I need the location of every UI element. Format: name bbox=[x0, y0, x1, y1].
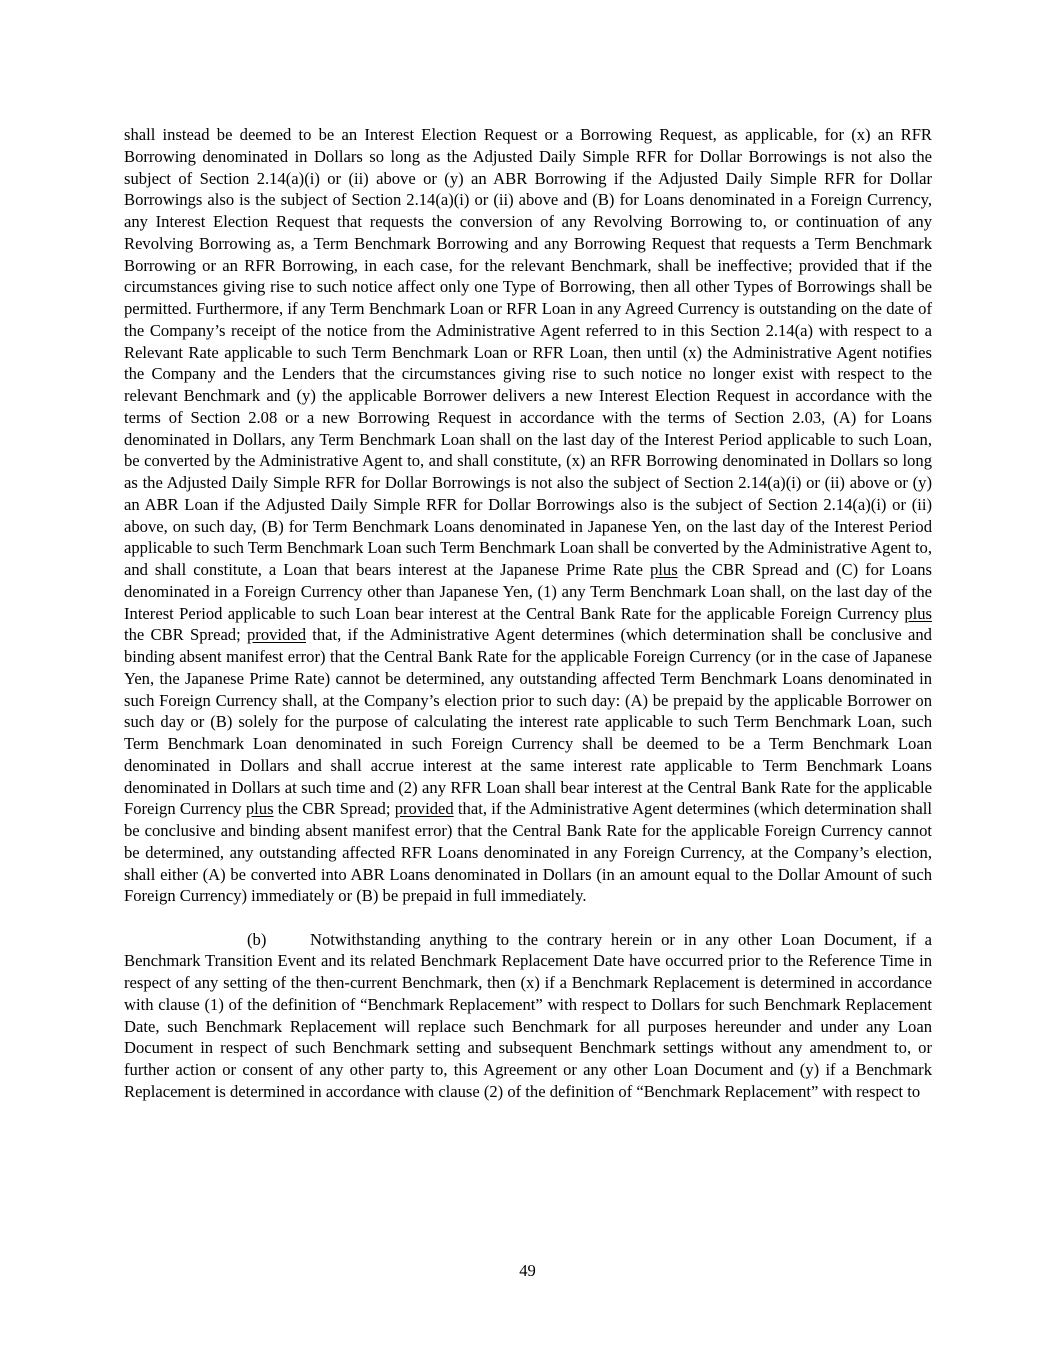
document-page bbox=[124, 124, 932, 1103]
paragraph-2-14-b bbox=[124, 929, 932, 1103]
text-segment: shall instead be deemed to be an Interest Election Request or a Borrowing Request, as applicable, for (x) an RFR Borrowing denominated in Dollars so long as the Adjusted Daily Simple RFR for Dollar Borrowings is not also the subject of Section 2.14(a)(i) or (ii) above or (y) an ABR Borrowing if the Adjusted Daily Simple RFR for Dollar Borrowings also is the subject of Section 2.14(a)(i) or (ii) above and (B) for Loans denominated in a Foreign Currency, any Interest Election Request that requests the conversion of any Revolving Borrowing to, or continuation of any Revolving Borrowing as, a Term Benchmark Borrowing and any Borrowing Request that requests a Term Benchmark Borrowing or an RFR Borrowing, in each case, for the relevant Benchmark, shall be ineffective; provided that if the circumstances giving rise to such notice affect only one Type of Borrowing, then all other Types of Borrowings shall be permitted. Furthermore, if any Term Benchmark Loan or RFR Loan in any Agreed Currency is outstanding on the date of the Company’s receipt of the notice from the Administrative Agent referred to in this Section 2.14(a) with respect to a Relevant Rate applicable to such Term Benchmark Loan or RFR Loan, then until (x) the Administrative Agent notifies the Company and the Lenders that the circumstances giving rise to such notice no longer exist with respect to the relevant Benchmark and (y) the applicable Borrower delivers a new Interest Election Request in accordance with the terms of Section 2.08 or a new Borrowing Request in accordance with the terms of Section 2.03, (A) for Loans denominated in Dollars, any Term Benchmark Loan shall on the last day of the Interest Period applicable to such Loan, be converted by the Administrative Agent to, and shall constitute, (x) an RFR Borrowing denominated in Dollars so long as the Adjusted Daily Simple RFR for Dollar Borrowings is not also the subject of Section 2.14(a)(i) or (ii) above or (y) an ABR Loan if the Adjusted Daily Simple RFR for Dollar Borrowings also is the subject of Section 2.14(a)(i) or (ii) above, on such day, (B) for Term Benchmark Loans denominated in Japanese Yen, on the last day of the Interest Period applicable to such Term Benchmark Loan such Term Benchmark Loan shall be converted by the Administrative Agent to, and shall constitute, a Loan that bears interest at the Japanese Prime Rate bbox=[124, 125, 932, 579]
text-segment: the CBR Spread and (C) for Loans denominated in a Foreign Currency other than Japanese Yen, (1) any Term Benchmark Loan shall, on the last day of the Interest Period applicable to such Loan bear interest at the Central Bank Rate for the applicable Foreign Currency bbox=[124, 560, 932, 623]
clause-label: (b) bbox=[247, 929, 267, 949]
underlined-term-provided: provided bbox=[394, 799, 454, 819]
paragraph-2-14-a-continuation bbox=[124, 124, 932, 907]
text-segment: the CBR Spread; bbox=[124, 625, 247, 645]
page-number: 49 bbox=[519, 1261, 536, 1280]
paragraph-text: Notwithstanding anything to the contrary herein or in any other Loan Document, if a Benchmark Transition Event and its related Benchmark Replacement Date have occurred prior to the Reference Time in respect of any setting of the then-current Benchmark, then (x) if a Benchmark Replacement is determined in accordance with clause (1) of the definition of “Benchmark Replacement” with respect to Dollars for such Benchmark Replacement Date, such Benchmark Replacement will replace such Benchmark for all purposes hereunder and under any Loan Document in respect of such Benchmark setting and subsequent Benchmark settings without any amendment to, or further action or consent of any other party to, this Agreement or any other Loan Document and (y) if a Benchmark Replacement is determined in accordance with clause (2) of the definition of “Benchmark Replacement” with respect to bbox=[124, 929, 932, 1101]
underlined-term-provided: provided bbox=[247, 625, 306, 645]
underlined-term-plus: plus bbox=[650, 560, 678, 579]
underlined-term-plus: plus bbox=[904, 603, 932, 623]
text-segment: that, if the Administrative Agent determines (which determination shall be conclusive and binding absent manifest error) that the Central Bank Rate for the applicable Foreign Currency (or in the case of Japanese Yen, the Japanese Prime Rate) cannot be determined, any outstanding affected Term Benchmark Loans denominated in such Foreign Currency shall, at the Company’s election prior to such day: (A) be prepaid by the applicable Borrower on such day or (B) solely for the purpose of calculating the interest rate applicable to such Term Benchmark Loan, such Term Benchmark Loan denominated in such Foreign Currency shall be deemed to be a Term Benchmark Loan denominated in Dollars and shall accrue interest at the same interest rate applicable to Term Benchmark Loans denominated in Dollars at such time and (2) any RFR Loan shall bear interest at the Central Bank Rate for the applicable Foreign Currency bbox=[124, 625, 932, 819]
text-segment: the CBR Spread; bbox=[273, 799, 395, 819]
text-segment: that, if the Administrative Agent determines (which determination shall be conclusive and binding absent manifest error) that the Central Bank Rate for the applicable Foreign Currency cannot be determined, any outstanding affected RFR Loans denominated in any Foreign Currency, at the Company’s election, shall either (A) be converted into ABR Loans denominated in Dollars (in an amount equal to the Dollar Amount of such Foreign Currency) immediately or (B) be prepaid in full immediately. bbox=[124, 799, 932, 906]
underlined-term-plus: plus bbox=[245, 799, 274, 819]
